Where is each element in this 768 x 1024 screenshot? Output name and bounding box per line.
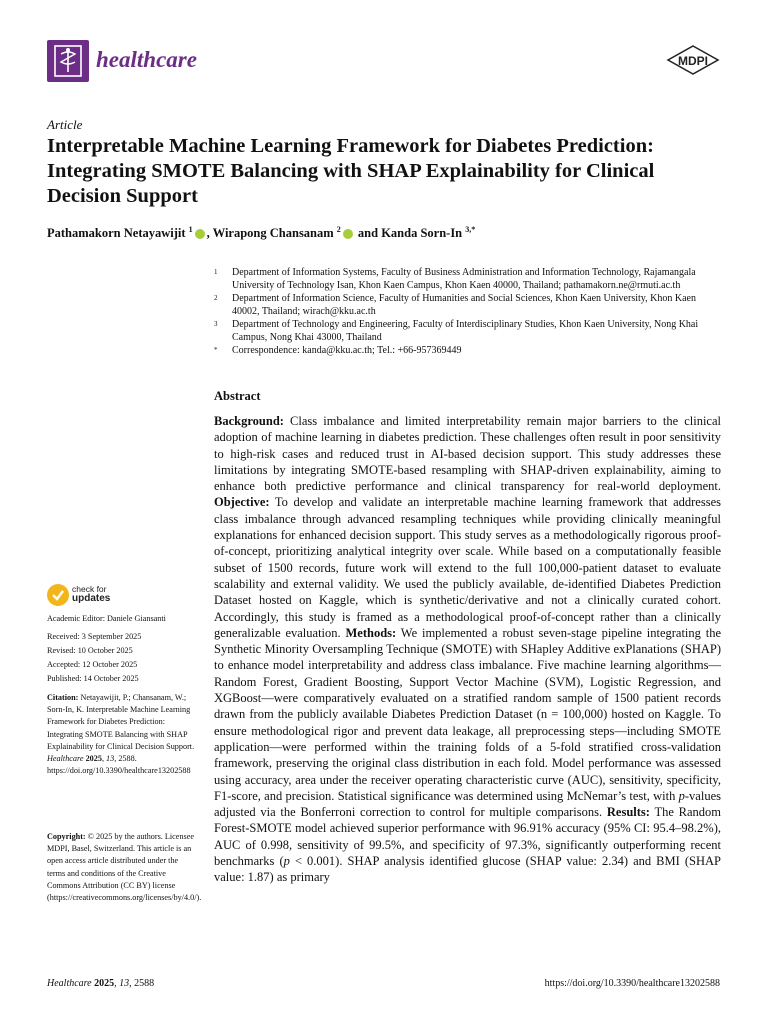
citation-block: Citation: Netayawijit, P.; Chansanam, W.; Sorn-In, K. Interpretable Machine Learning Framework for Diabetes Prediction: Integrating SMOTE Balancing with SHAP Explainability for Clinical Decision Support. Healthcare 2025, 13, 2588. https://doi.org/10.3390/healthcare13202588 xyxy=(47,693,195,776)
citation-year: 2025 xyxy=(85,754,102,764)
footer-citation: Healthcare 2025, 13, 2588 xyxy=(47,978,155,989)
check-for-updates-line1[interactable]: check for xyxy=(72,584,107,594)
abstract-methods-text: We implemented a robust seven-stage pipeline integrating the Synthetic Minority Oversampling Technique (SMOTE) with SHapley Additive exPlanations (SHAP) to enhance model interpretability and address class imbalance. Five machine learning algorithms—Random Forest, Gradient Boosting, Support Vector Machine (SVM), Logistic Regression, and XGBoost—were comparatively evaluated on a stratified random sample of 1500 patient records drawn from the publicly available Diabetes Prediction Dataset (n = 100,000) hosted on Kaggle. To ensure methodological rigor and prevent data leakage, all preprocessing steps—including SMOTE application—were performed within the training folds of a 5-fold stratified cross-validation framework, preserving the original class distribution in each fold. Model performance was assessed using accuracy, area under the receiver operating characteristic curve (AUC), sensitivity, specificity, F1-score, and precision. Statistical significance was determined using McNemar’s test, with xyxy=(214,625,721,803)
abstract-results-text-2: < 0.001). SHAP analysis identified glucose (SHAP value: 2.34) and BMI (SHAP value: 1.87) as primary xyxy=(214,854,721,885)
affiliation-number: 2 xyxy=(214,294,218,302)
academic-editor: Academic Editor: Daniele Giansanti xyxy=(47,614,166,623)
author-list: Pathamakorn Netayawijit $^1$ , Wirapong Chansanam $^2$ and Kanda Sorn-In $^{3,*}$ xyxy=(47,225,476,241)
citation-tail[interactable]: , 2588. https://doi.org/10.3390/healthcare13202588 xyxy=(47,754,191,776)
orcid-icon[interactable] xyxy=(195,229,205,239)
author-affiliation-sup: 1 xyxy=(188,225,193,234)
abstract-body xyxy=(214,413,721,886)
abstract-results-text: The Random Forest-SMOTE model achieved superior performance with 96.91% accuracy (95% CI: 95.4–98.2%), AUC of 0.998, sensitivity of 99.5%, and specificity of 97.3%, significantly outperforming recent benchmarks ( xyxy=(214,805,722,869)
abstract-objective-label: Objective: xyxy=(214,495,270,510)
citation-label: Citation: xyxy=(47,693,79,702)
mdpi-logo xyxy=(666,45,720,75)
footer-article-number: , 2588 xyxy=(129,978,155,989)
abstract-heading: Abstract xyxy=(214,389,261,403)
paper-title: Interpretable Machine Learning Framework for Diabetes Prediction: Integrating SMOTE Balancing with SHAP Explainability for Clinical Decision Support xyxy=(47,135,655,207)
affiliation-item xyxy=(214,266,724,292)
affiliation-number: 3 xyxy=(214,320,218,328)
affiliation-item xyxy=(214,292,724,318)
copyright-block xyxy=(47,831,202,904)
author-conjunction: and xyxy=(357,226,379,241)
author-name: Wirapong Chansanam xyxy=(212,226,334,241)
date-accepted: Accepted: 12 October 2025 xyxy=(47,660,138,669)
author-name: Kanda Sorn-In xyxy=(381,226,463,241)
check-for-updates-icon[interactable] xyxy=(47,584,69,606)
abstract-objective-text: To develop and validate an interpretable machine learning framework that addresses class imbalance through advanced resampling techniques while providing clinically meaningful explanations for enhanced decision support. This study serves as a methodologically rigorous proof-of-concept, prioritizing analytical integrity over scale. While based on a computationally feasible subset of 1500 records, future work will extend to the full 100,000-patient dataset to evaluate scalability and external validity. We used the publicly available, de-identified Diabetes Prediction Dataset hosted on Kaggle, which is synthetic/derivative and not a clinically curated cohort. Accordingly, this study is framed as a methodological proof-of-concept rather than a clinically generalizable evaluation. xyxy=(214,495,721,640)
footer-doi-link[interactable]: https://doi.org/10.3390/healthcare13202588 xyxy=(544,978,720,989)
abstract-methods-text-2: -values adjusted via the Bonferroni correction to control for multiple comparisons. xyxy=(214,788,721,820)
mdpi-logo-text: MDPI xyxy=(678,54,708,68)
footer-year: 2025 xyxy=(94,978,115,989)
abstract-methods-label: Methods: xyxy=(345,625,397,640)
citation-volume: 13 xyxy=(106,754,115,764)
affiliation-text: Department of Information Science, Faculty of Humanities and Social Sciences, Khon Kaen University, Khon Kaen 40002, Thailand; wirach@kku.ac.th xyxy=(232,293,696,317)
author-affiliation-sup: 2 xyxy=(336,225,341,234)
check-for-updates-line2[interactable]: updates xyxy=(72,593,111,604)
orcid-icon[interactable] xyxy=(343,229,353,239)
affiliation-list xyxy=(214,266,724,357)
footer-volume: 13 xyxy=(119,978,130,989)
abstract-results-label: Results: xyxy=(606,805,650,820)
date-revised: Revised: 10 October 2025 xyxy=(47,646,133,655)
date-received: Received: 3 September 2025 xyxy=(47,632,142,641)
abstract-background-text: Class imbalance and limited interpretability remain major barriers to the clinical adoption of machine learning in diabetes prediction. These challenges often result in poor sensitivity to high-risk cases and reduced trust in AI-based decision support. This study addresses these limitations by integrating SMOTE-based resampling with SHAP-driven explainability, aiming to enhance both predictive performance and clinical transparency for real-world deployment. xyxy=(214,414,721,494)
journal-logo-icon xyxy=(47,40,89,82)
author-name: Pathamakorn Netayawijit xyxy=(47,226,186,241)
abstract-p-symbol: p xyxy=(283,854,290,869)
author-affiliation-sup: 3,* xyxy=(465,225,476,234)
copyright-text[interactable]: © 2025 by the authors. Licensee MDPI, Basel, Switzerland. This article is an open access article distributed under the terms and conditions of the Creative Commons Attribution (CC BY) license (https://creativecommons.org/licenses/by/4.0/). xyxy=(47,832,202,903)
copyright-label: Copyright: xyxy=(47,832,86,841)
article-type: Article xyxy=(47,117,83,132)
citation-journal: Healthcare xyxy=(47,754,84,764)
abstract-p-symbol: p xyxy=(678,788,685,803)
footer-journal: Healthcare xyxy=(47,978,92,989)
affiliation-text: Department of Information Systems, Faculty of Business Administration and Information Technology, Rajamangala University of Technology Isan, Khon Kaen Campus, Khon Kaen 40000, Thailand; pathamakorn.ne@rmuti.ac.th xyxy=(232,267,696,291)
affiliation-text: Correspondence: kanda@kku.ac.th; Tel.: +66-957369449 xyxy=(232,345,462,356)
affiliation-text: Department of Technology and Engineering, Faculty of Interdisciplinary Studies, Khon Kaen University, Nong Khai Campus, Nong Khai 43000, Thailand xyxy=(232,319,699,343)
affiliation-number: * xyxy=(214,346,218,354)
affiliation-number: 1 xyxy=(214,268,218,276)
affiliation-item xyxy=(214,318,724,344)
abstract-background-label: Background: xyxy=(214,414,284,428)
date-published: Published: 14 October 2025 xyxy=(47,674,139,683)
affiliation-item xyxy=(214,344,724,357)
journal-name: healthcare xyxy=(96,47,197,72)
citation-text: Netayawijit, P.; Chansanam, W.; Sorn-In, K. Interpretable Machine Learning Framework for Diabetes Prediction: Integrating SMOTE Balancing with SHAP Explainability for Clinical Decision Support. xyxy=(47,693,195,751)
